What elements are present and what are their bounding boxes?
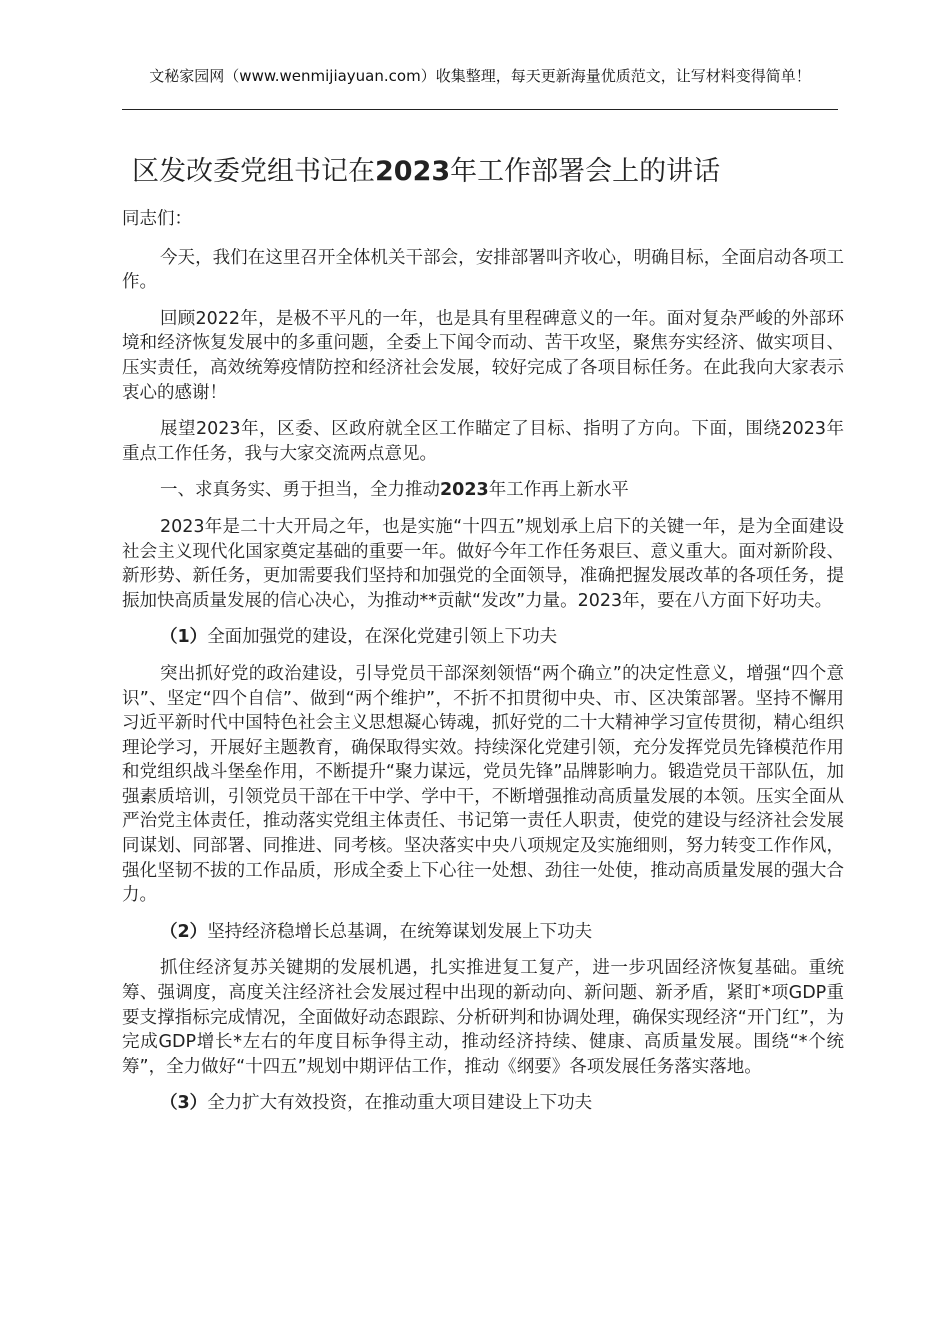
paragraph-economy: 抓住经济复苏关键期的发展机遇，扎实推进复工复产，进一步巩固经济恢复基础。重统筹、强调度，高度关注经济社会发展过程中出现的新动向、新问题、新矛盾，紧盯*项GDP重要支撑指标完成情况，全面做好动态跟踪、分析研判和协调处理，确保实现经济“开门红”，为完成GDP增长*左右的年度目标争得主动，推动经济持续、健康、高质量发展。围绕“*个统筹”，全力做好“十四五”规划中期评估工作，推动《纲要》各项发展任务落实落地。 <box>122 958 844 1077</box>
item-number-1: （1） <box>160 627 208 648</box>
paragraph-opening: 今天，我们在这里召开全体机关干部会，安排部署叫齐收心，明确目标，全面启动各项工作。 <box>122 247 844 293</box>
section-heading-post: 年工作再上新水平 <box>488 480 629 501</box>
item-number-3: （3） <box>160 1093 208 1114</box>
section-heading-year: 2023 <box>440 480 489 501</box>
header-text: 文秘家园网（www.wenmijiayuan.com）收集整理，每天更新海量优质范文，让写材料变得简单！ <box>149 67 811 85</box>
paragraph-party-building: 突出抓好党的政治建设，引导党员干部深刻领悟“两个确立”的决定性意义，增强“四个意识”、坚定“四个自信”、做到“两个维护”，不折不扣贯彻中央、市、区决策部署。坚持不懈用习近平新时代中国特色社会主义思想凝心铸魂，抓好党的二十大精神学习宣传贯彻，精心组织理论学习，开展好主题教育，确保取得实效。持续深化党建引领，充分发挥党员先锋模范作用和党组织战斗堡垒作用，不断提升“聚力谋远，党员先锋”品牌影响力。锻造党员干部队伍，加强素质培训，引领党员干部在干中学、学中干，不断增强推动高质量发展的本领。压实全面从严治党主体责任，推动落实党组主体责任、书记第一责任人职责，使党的建设与经济社会发展同谋划、同部署、同推进、同考核。坚决落实中央八项规定及实施细则，努力转变工作作风，强化坚韧不拔的工作品质，形成全委上下心往一处想、劲往一处使，推动高质量发展的强大合力。 <box>122 663 844 906</box>
item-heading-3 <box>122 1091 844 1116</box>
page-header <box>122 66 838 87</box>
header-divider <box>122 109 838 110</box>
section-heading-pre: 一、求真务实、勇于担当，全力推动 <box>160 480 440 501</box>
item-number-2: （2） <box>160 921 208 942</box>
paragraph-outlook: 展望2023年，区委、区政府就全区工作瞄定了目标、指明了方向。下面，围绕2023年重点工作任务，我与大家交流两点意见。 <box>122 419 844 464</box>
item-text-1: 全面加强党的建设，在深化党建引领上下功夫 <box>207 627 558 648</box>
document-body <box>122 207 844 1128</box>
title-post: 年工作部署会上的讲话 <box>450 156 721 187</box>
item-heading-2 <box>122 920 844 945</box>
title-year: 2023 <box>375 156 451 187</box>
item-heading-1 <box>122 625 844 650</box>
title-pre: 区发改委党组书记在 <box>132 156 375 187</box>
document-title <box>122 152 848 192</box>
paragraph-2023-intro: 2023年是二十大开局之年，也是实施“十四五”规划承上启下的关键一年，是为全面建设社会主义现代化国家奠定基础的重要一年。做好今年工作任务艰巨、意义重大。面对新阶段、新形势、新任务，更加需要我们坚持和加强党的全面领导，准确把握发展改革的各项任务，提振加快高质量发展的信心决心，为推动**贡献“发改”力量。2023年，要在八方面下好功夫。 <box>122 516 844 611</box>
paragraph-review: 回顾2022年，是极不平凡的一年，也是具有里程碑意义的一年。面对复杂严峻的外部环境和经济恢复发展中的多重问题，全委上下闻令而动、苦干攻坚，聚焦夯实经济、做实项目、压实责任，高效统筹疫情防控和经济社会发展，较好完成了各项目标任务。在此我向大家表示衷心的感谢！ <box>122 308 844 403</box>
item-text-2: 坚持经济稳增长总基调，在统筹谋划发展上下功夫 <box>207 921 593 942</box>
section-heading-1 <box>122 478 844 503</box>
salutation: 同志们： <box>122 209 192 229</box>
item-text-3: 全力扩大有效投资，在推动重大项目建设上下功夫 <box>207 1093 593 1114</box>
